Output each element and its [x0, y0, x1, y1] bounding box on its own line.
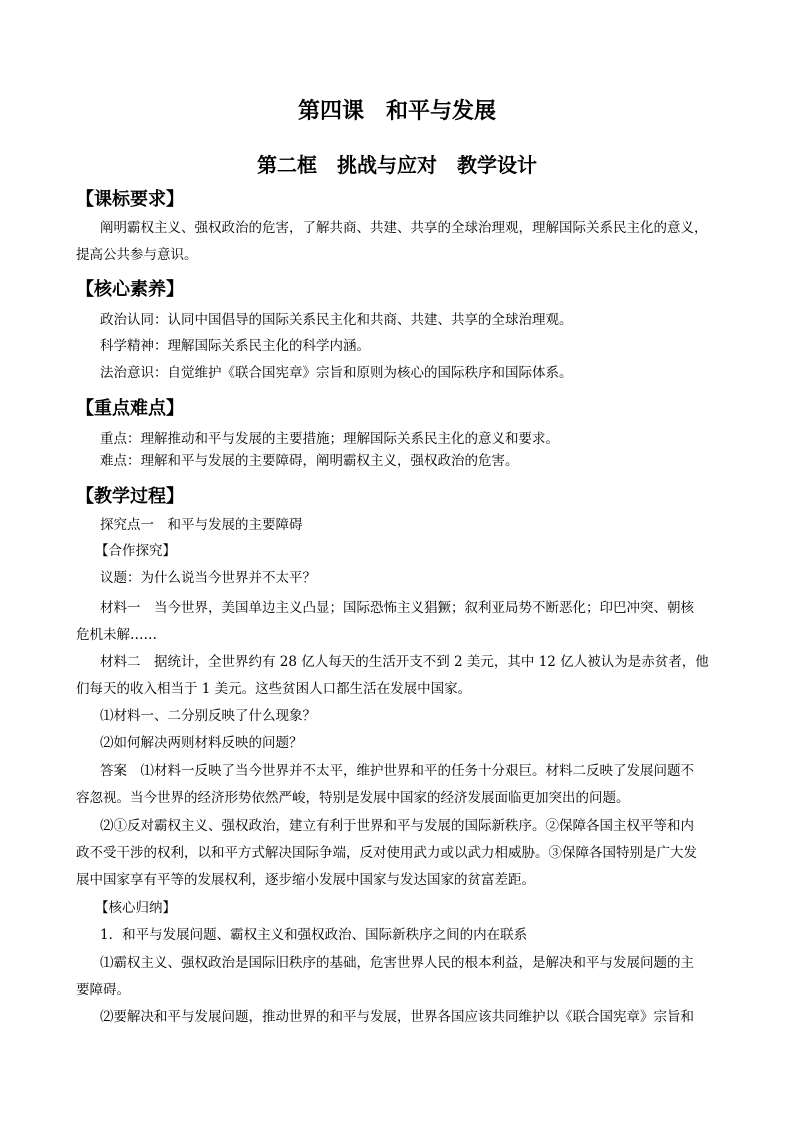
section-heading-key-points: 【重点难点】 — [76, 398, 184, 419]
text-line: 材料一 当今世界，美国单边主义凸显；国际恐怖主义猖獗；叙利亚局势不断恶化；印巴冲突、朝核 — [100, 600, 694, 616]
text-line: ⑵①反对霸权主义、强权政治，建立有利于世界和平与发展的国际新秩序。②保障各国主权平等和内 — [100, 818, 694, 834]
text-line: 展中国家享有平等的发展权利，逐步缩小发展中国家与发达国家的贫富差距。 — [76, 872, 535, 888]
text-line: 重点：理解推动和平与发展的主要措施；理解国际关系民主化的意义和要求。 — [100, 431, 559, 447]
text-line: 们每天的收入相当于 1 美元。这些贫困人口都生活在发展中国家。 — [76, 681, 472, 697]
lesson-title: 第四课 和平与发展 — [297, 99, 496, 124]
text-line: 【合作探究】 — [95, 543, 176, 559]
lesson-subtitle: 第二框 挑战与应对 教学设计 — [257, 153, 537, 177]
text-line: ⑵要解决和平与发展问题，推动世界的和平与发展，世界各国应该共同维护以《联合国宪章》宗旨和 — [100, 1009, 694, 1025]
text-line: 探究点一 和平与发展的主要障碍 — [100, 517, 303, 533]
section-heading-core-literacy: 【核心素养】 — [76, 279, 184, 300]
text-line: ⑴材料一、二分别反映了什么现象？ — [100, 708, 316, 724]
text-line: 材料二 据统计，全世界约有 28 亿人每天的生活开支不到 2 美元，其中 12 亿人被认为是赤贫者，他 — [100, 654, 709, 670]
section-heading-standards: 【课标要求】 — [76, 189, 184, 210]
text-line: 议题：为什么说当今世界并不太平？ — [100, 570, 316, 586]
text-line: 容忽视。当今世界的经济形势依然严峻，特别是发展中国家的经济发展面临更加突出的问题。 — [76, 790, 630, 806]
text-line: 政治认同：认同中国倡导的国际关系民主化和共商、共建、共享的全球治理观。 — [100, 312, 573, 328]
text-line: 难点：理解和平与发展的主要障碍，阐明霸权主义，强权政治的危害。 — [100, 453, 519, 469]
section-heading-process: 【教学过程】 — [76, 486, 184, 507]
text-line: 提高公共参与意识。 — [76, 247, 198, 263]
text-line: 答案 ⑴材料一反映了当今世界并不太平，维护世界和平的任务十分艰巨。材料二反映了发展问题不 — [100, 763, 694, 779]
text-line: 法治意识：自觉维护《联合国宪章》宗旨和原则为核心的国际秩序和国际体系。 — [100, 365, 573, 381]
text-line: ⑵如何解决两则材料反映的问题？ — [100, 735, 303, 751]
text-line: 【核心归纳】 — [95, 900, 176, 916]
text-line: 阐明霸权主义、强权政治的危害，了解共商、共建、共享的全球治理观，理解国际关系民主化的意义， — [100, 220, 708, 236]
text-line: ⑴霸权主义、强权政治是国际旧秩序的基础，危害世界人民的根本利益，是解决和平与发展问题的主 — [100, 955, 694, 971]
text-line: 政不受干涉的权利，以和平方式解决国际争端，反对使用武力或以武力相威胁。③保障各国特别是广大发 — [76, 845, 697, 861]
text-line: 科学精神：理解国际关系民主化的科学内涵。 — [100, 338, 370, 354]
text-line: 要障碍。 — [76, 982, 130, 998]
text-line: 危机未解…… — [76, 627, 157, 643]
text-line: 1．和平与发展问题、霸权主义和强权政治、国际新秩序之间的内在联系 — [100, 927, 528, 943]
